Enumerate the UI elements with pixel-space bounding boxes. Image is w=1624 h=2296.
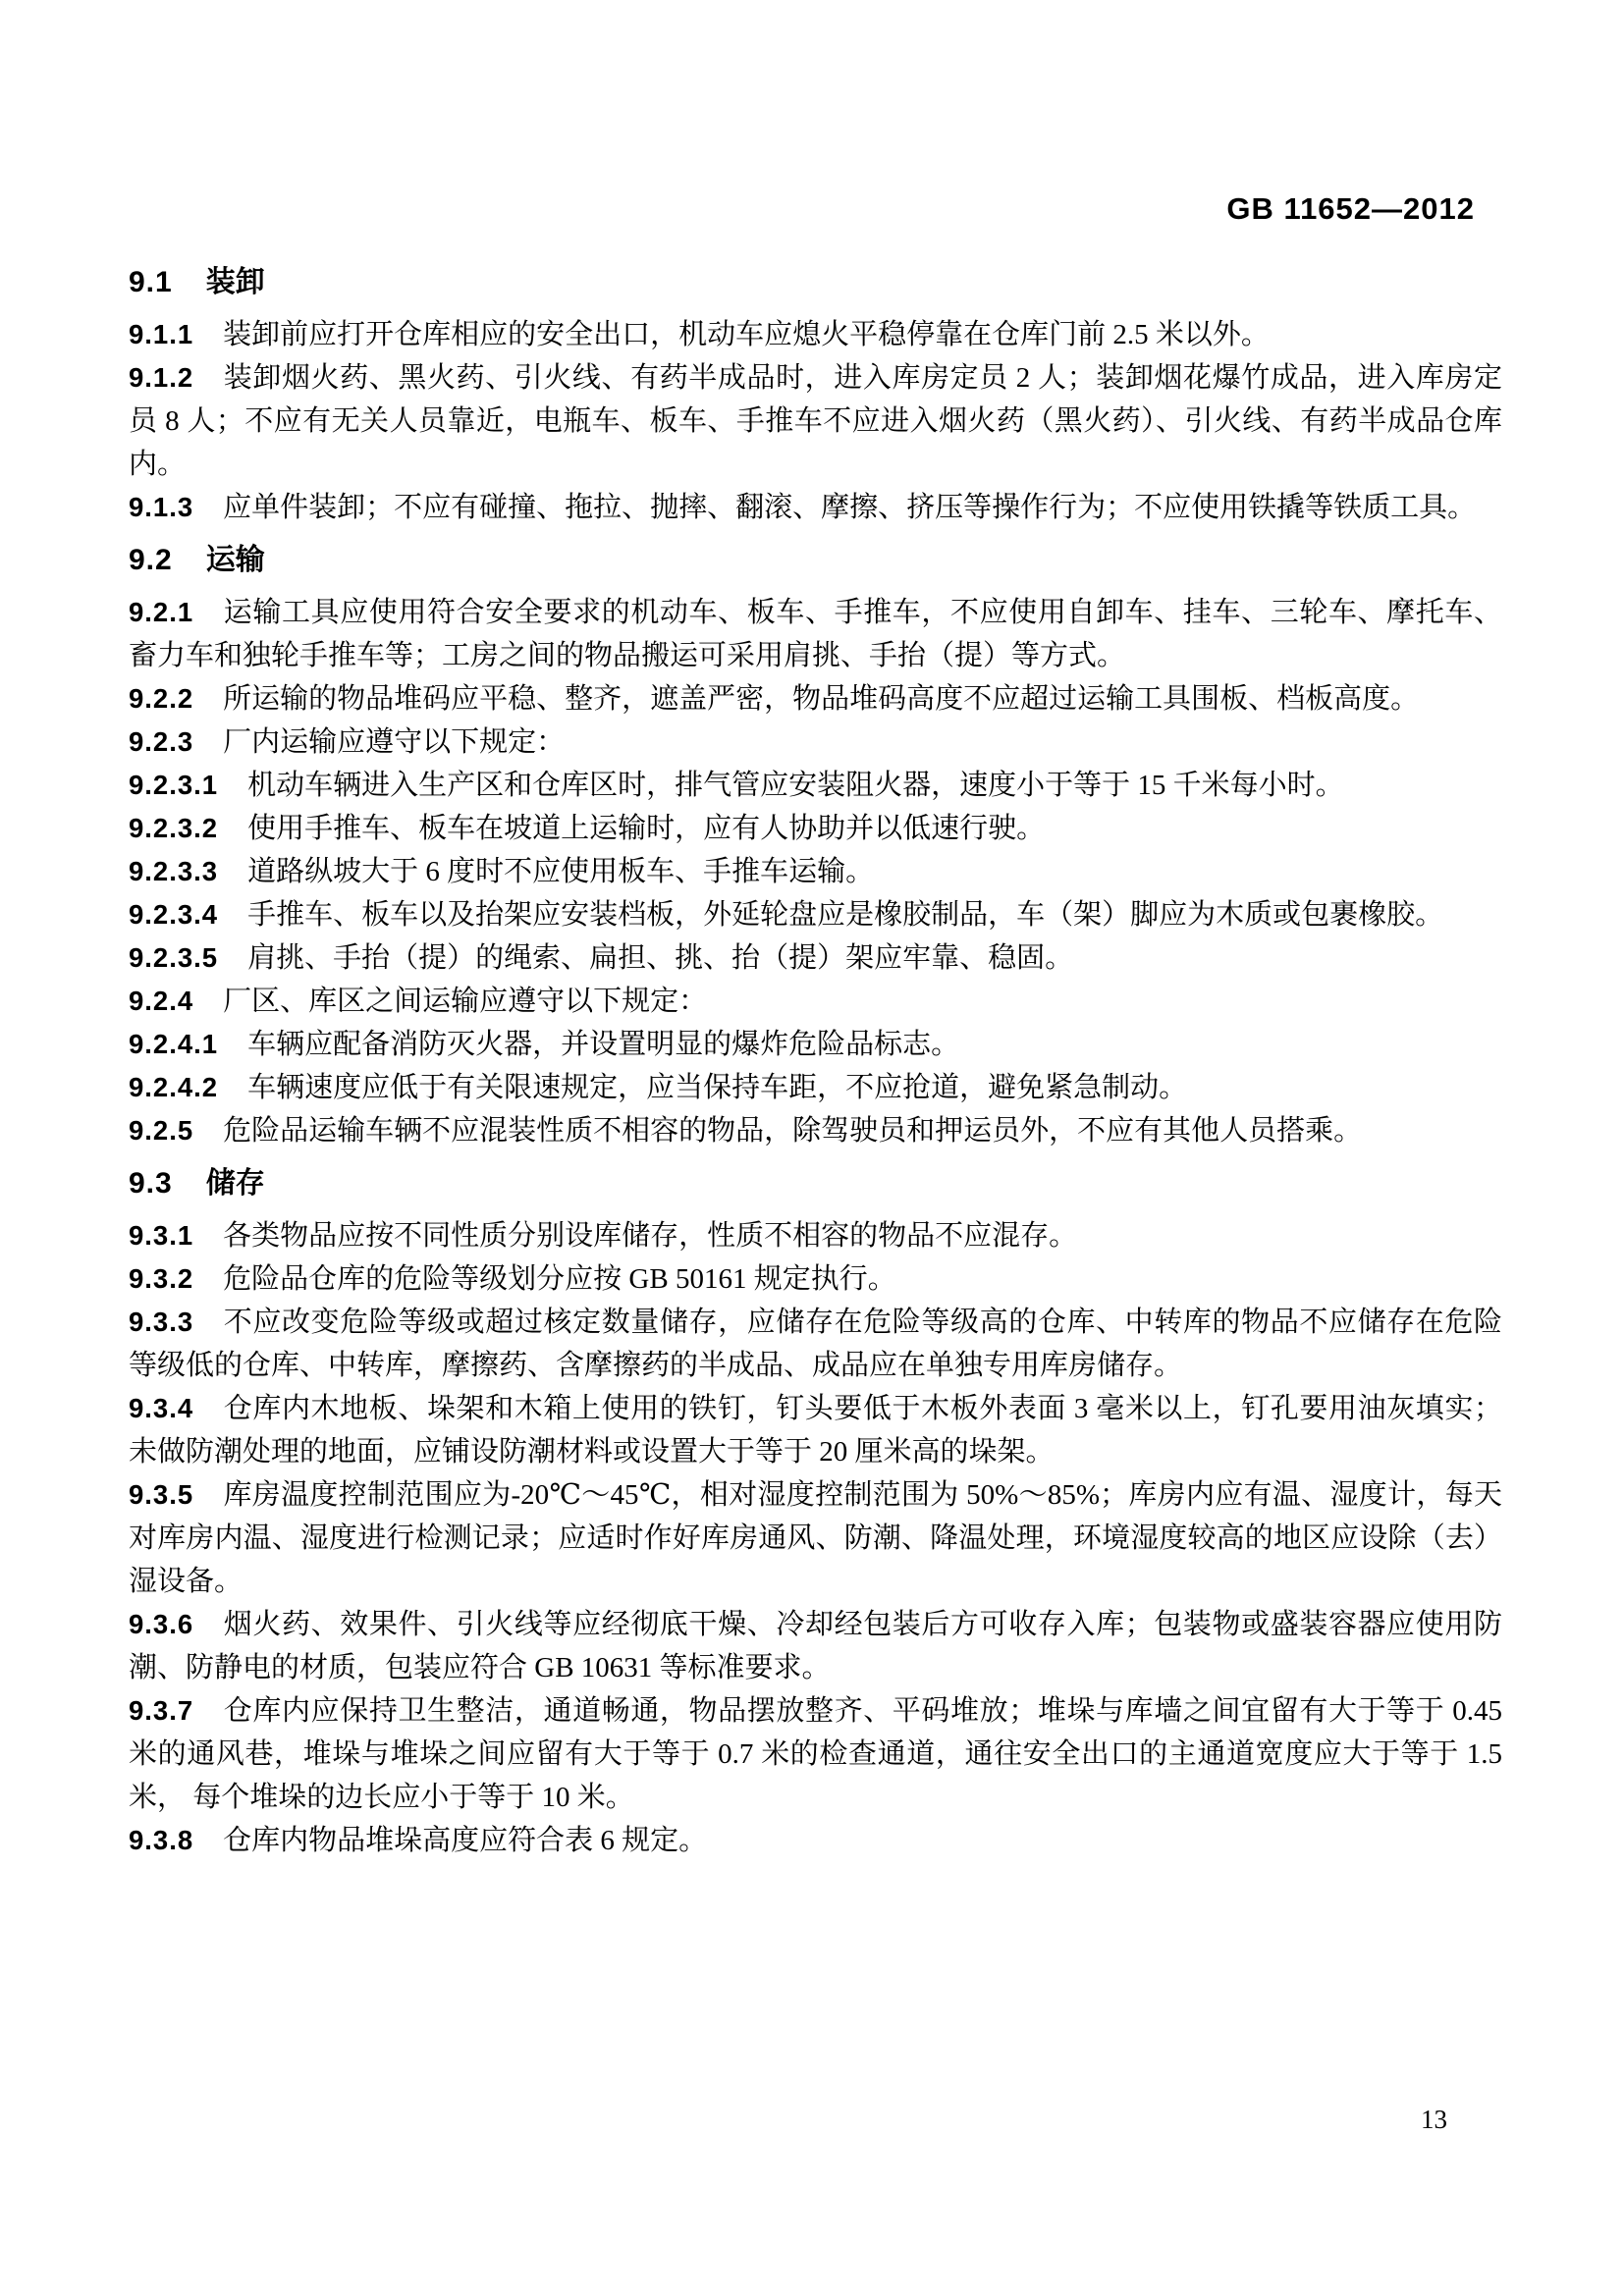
clause-number: 9.2.4.2 bbox=[129, 1072, 219, 1102]
section-title: 运输 bbox=[205, 544, 265, 576]
clause-text: 所运输的物品堆码应平稳、整齐，遮盖严密，物品堆码高度不应超过运输工具围板、档板高度。 bbox=[223, 683, 1420, 715]
section-number: 9.1 bbox=[129, 266, 173, 298]
clause-number: 9.3.8 bbox=[129, 1825, 194, 1855]
clause-text: 危险品运输车辆不应混装性质不相容的物品，除驾驶员和押运员外，不应有其他人员搭乘。 bbox=[223, 1115, 1363, 1147]
clause-number: 9.3.4 bbox=[129, 1393, 194, 1423]
clause-number: 9.2.3.1 bbox=[129, 770, 219, 800]
clause-number: 9.2.3.4 bbox=[129, 899, 219, 930]
clause-paragraph bbox=[129, 980, 1502, 1023]
clause-number: 9.3.5 bbox=[129, 1479, 194, 1510]
clause-paragraph bbox=[129, 807, 1502, 850]
clause-number: 9.2.3 bbox=[129, 726, 194, 757]
clause-text: 装卸烟火药、黑火药、引火线、有药半成品时，进入库房定员 2 人；装卸烟花爆竹成品，进入库房定员 8 人；不应有无关人员靠近，电瓶车、板车、手推车不应进入烟火药（黑火药）、引火线、有药半成品仓库内。 bbox=[129, 362, 1502, 480]
clause-paragraph bbox=[129, 1023, 1502, 1066]
clause-paragraph bbox=[129, 721, 1502, 764]
clause-number: 9.3.1 bbox=[129, 1220, 194, 1251]
clause-paragraph bbox=[129, 486, 1502, 529]
clause-number: 9.2.3.2 bbox=[129, 813, 219, 843]
clause-paragraph bbox=[129, 591, 1502, 677]
clause-text: 使用手推车、板车在坡道上运输时，应有人协助并以低速行驶。 bbox=[247, 813, 1046, 844]
clause-number: 9.2.3.3 bbox=[129, 856, 219, 886]
clause-text: 各类物品应按不同性质分别设库储存，性质不相容的物品不应混存。 bbox=[223, 1220, 1078, 1252]
clause-text: 装卸前应打开仓库相应的安全出口，机动车应熄火平稳停靠在仓库门前 2.5 米以外。 bbox=[223, 319, 1270, 350]
clause-text: 肩挑、手抬（提）的绳索、扁担、挑、抬（提）架应牢靠、稳固。 bbox=[247, 942, 1074, 974]
section-number: 9.2 bbox=[129, 544, 173, 576]
clause-paragraph bbox=[129, 1819, 1502, 1862]
clause-number: 9.3.2 bbox=[129, 1263, 194, 1294]
clause-paragraph bbox=[129, 1473, 1502, 1603]
clause-number: 9.2.3.5 bbox=[129, 942, 219, 973]
clause-number: 9.3.6 bbox=[129, 1609, 194, 1639]
clause-number: 9.1.1 bbox=[129, 319, 194, 349]
clause-text: 厂区、库区之间运输应遵守以下规定： bbox=[223, 986, 708, 1017]
clause-text: 仓库内木地板、垛架和木箱上使用的铁钉，钉头要低于木板外表面 3 毫米以上，钉孔要用油灰填实；未做防潮处理的地面，应铺设防潮材料或设置大于等于 20 厘米高的垛架。 bbox=[129, 1393, 1502, 1468]
clause-number: 9.3.3 bbox=[129, 1307, 194, 1337]
clause-number: 9.2.4.1 bbox=[129, 1029, 219, 1059]
clause-text: 厂内运输应遵守以下规定： bbox=[223, 726, 566, 758]
clause-paragraph bbox=[129, 1109, 1502, 1152]
clause-text: 仓库内物品堆垛高度应符合表 6 规定。 bbox=[223, 1825, 708, 1856]
clause-number: 9.1.2 bbox=[129, 362, 194, 393]
clause-paragraph bbox=[129, 1066, 1502, 1109]
clause-text: 机动车辆进入生产区和仓库区时，排气管应安装阻火器，速度小于等于 15 千米每小时。 bbox=[247, 770, 1344, 801]
clause-paragraph bbox=[129, 677, 1502, 721]
page-header bbox=[129, 192, 1502, 232]
clause-text: 运输工具应使用符合安全要求的机动车、板车、手推车，不应使用自卸车、挂车、三轮车、摩托车、畜力车和独轮手推车等；工房之间的物品搬运可采用肩挑、手抬（提）等方式。 bbox=[129, 597, 1502, 671]
section-heading bbox=[129, 261, 1502, 304]
clause-paragraph bbox=[129, 936, 1502, 980]
clause-paragraph bbox=[129, 1689, 1502, 1819]
clause-number: 9.3.7 bbox=[129, 1695, 194, 1726]
clause-paragraph bbox=[129, 1214, 1502, 1257]
section-heading bbox=[129, 539, 1502, 582]
clause-text: 手推车、板车以及抬架应安装档板，外延轮盘应是橡胶制品，车（架）脚应为木质或包裹橡胶。 bbox=[247, 899, 1444, 931]
section-title: 装卸 bbox=[205, 266, 265, 298]
clause-text: 道路纵坡大于 6 度时不应使用板车、手推车运输。 bbox=[247, 856, 875, 887]
section-title: 储存 bbox=[205, 1167, 265, 1200]
document-body bbox=[129, 261, 1502, 1862]
clause-paragraph bbox=[129, 850, 1502, 893]
clause-text: 危险品仓库的危险等级划分应按 GB 50161 规定执行。 bbox=[223, 1263, 896, 1295]
clause-number: 9.1.3 bbox=[129, 492, 194, 522]
clause-text: 不应改变危险等级或超过核定数量储存，应储存在危险等级高的仓库、中转库的物品不应储存在危险等级低的仓库、中转库，摩擦药、含摩擦药的半成品、成品应在单独专用库房储存。 bbox=[129, 1307, 1502, 1381]
clause-text: 应单件装卸；不应有碰撞、拖拉、抛摔、翻滚、摩擦、挤压等操作行为；不应使用铁撬等铁质工具。 bbox=[223, 492, 1477, 523]
clause-text: 库房温度控制范围应为-20℃～45℃，相对湿度控制范围为 50%～85%；库房内应有温、湿度计，每天对库房内温、湿度进行检测记录；应适时作好库房通风、防潮、降温处理，环境湿度较高的地区应设除（去）湿设备。 bbox=[129, 1479, 1502, 1597]
clause-paragraph bbox=[129, 1387, 1502, 1473]
clause-number: 9.2.1 bbox=[129, 597, 194, 627]
section-number: 9.3 bbox=[129, 1167, 173, 1200]
standard-code: GB 11652—2012 bbox=[1226, 191, 1475, 226]
clause-text: 仓库内应保持卫生整洁，通道畅通，物品摆放整齐、平码堆放；堆垛与库墙之间宜留有大于等于 0.45 米的通风巷，堆垛与堆垛之间应留有大于等于 0.7 米的检查通道，通往安全出口的主通道宽度应大于等于 1.5 米， 每个堆垛的边长应小于等于 10 米。 bbox=[129, 1695, 1502, 1813]
clause-paragraph bbox=[129, 1603, 1502, 1689]
section-heading bbox=[129, 1162, 1502, 1205]
clause-number: 9.2.5 bbox=[129, 1115, 194, 1146]
clause-paragraph bbox=[129, 1301, 1502, 1387]
clause-number: 9.2.2 bbox=[129, 683, 194, 714]
clause-paragraph bbox=[129, 356, 1502, 486]
clause-paragraph bbox=[129, 1257, 1502, 1301]
page-footer bbox=[1421, 2105, 1447, 2135]
page-number: 13 bbox=[1421, 2105, 1447, 2134]
clause-text: 车辆应配备消防灭火器，并设置明显的爆炸危险品标志。 bbox=[247, 1029, 960, 1060]
clause-number: 9.2.4 bbox=[129, 986, 194, 1016]
clause-paragraph bbox=[129, 764, 1502, 807]
clause-paragraph bbox=[129, 893, 1502, 936]
clause-text: 烟火药、效果件、引火线等应经彻底干燥、冷却经包装后方可收存入库；包装物或盛装容器应使用防潮、防静电的材质，包装应符合 GB 10631 等标准要求。 bbox=[129, 1609, 1502, 1683]
clause-paragraph bbox=[129, 313, 1502, 356]
clause-text: 车辆速度应低于有关限速规定，应当保持车距，不应抢道，避免紧急制动。 bbox=[247, 1072, 1188, 1103]
